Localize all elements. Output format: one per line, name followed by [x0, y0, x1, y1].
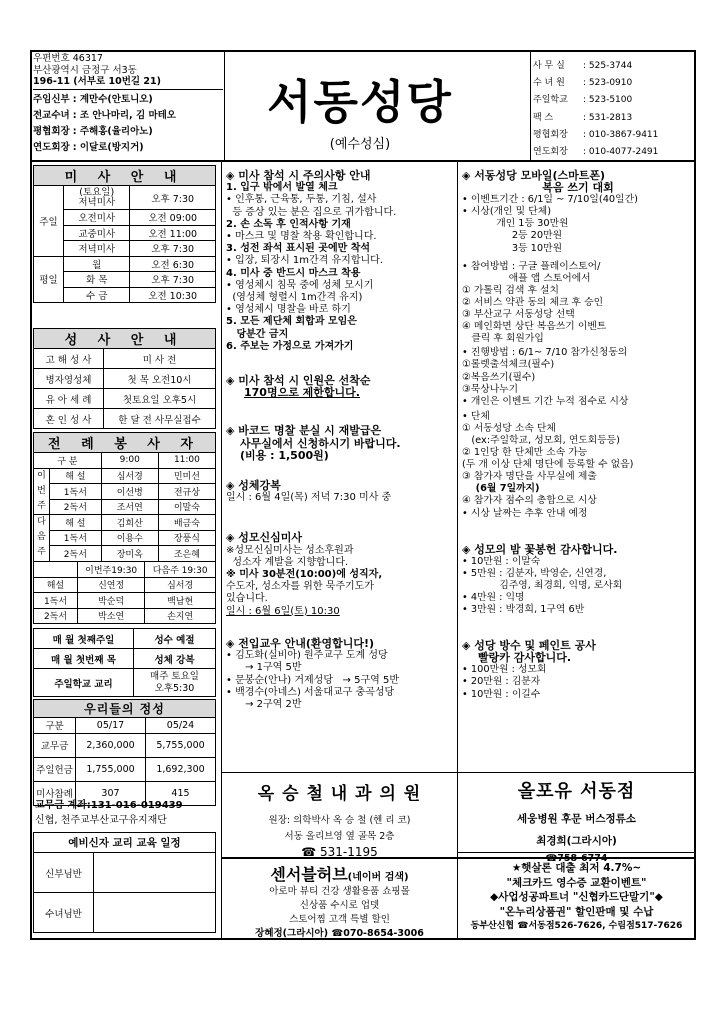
- finance-table: [33, 699, 216, 806]
- sacrament-value: 미 사 전: [104, 349, 216, 369]
- ad-line: 아로마 뷰티 건강 생활용품 쇼핑몰: [269, 886, 410, 897]
- sacrament-table: [33, 328, 216, 429]
- notice-line: (ex:주일학교, 성모회, 연도회등등): [462, 434, 620, 446]
- notice-line: ② 1인당 한 단체만 소속 가능: [462, 447, 588, 459]
- monthly-key: 매 월 첫번째 목: [34, 649, 134, 669]
- notice-line: 사무실에서 신청하시기 바랍니다.: [240, 436, 401, 450]
- education-class: 수녀님반: [34, 893, 94, 933]
- ad-allforyou: [457, 772, 696, 864]
- finance-value: 1,755,000: [76, 757, 146, 781]
- notice-line: (두 개 이상 단체 명단에 등록할 수 없음): [462, 459, 634, 471]
- notice-line: → 2구역 2반: [226, 698, 302, 710]
- server-name: 장미옥: [101, 546, 158, 562]
- ad-line: ◆사업성공파트너 "신협카드단말기"◆: [490, 891, 663, 903]
- ad-line: 최경희(그라시아): [536, 835, 617, 847]
- ad-line: ★햇살론 대출 최저 4.7%~: [511, 862, 642, 874]
- server-name: 민미선: [158, 468, 215, 484]
- notice-line: 6. 주보는 가정으로 가져가기: [226, 340, 354, 352]
- staff-value: : 계만수(안토니오): [72, 93, 153, 105]
- notice-line: 애플 앱 스토어에서: [462, 272, 591, 284]
- notice-title: ◈ 성모의 밤 꽃봉헌 감사합니다.: [462, 542, 618, 556]
- ad-line: 원장: 의학박사 옥 승 철 (헨 리 코): [268, 815, 411, 826]
- role: 2독서: [50, 546, 102, 562]
- staff-value: : 조 안나마리, 김 마테오: [72, 109, 176, 121]
- notice-line: ※ 미사 30분전(10:00)에 성직자,: [226, 569, 383, 581]
- servers-head: 11:00: [158, 453, 215, 469]
- role: 2독서: [50, 499, 102, 515]
- ad-line: ☎ 531-1195: [301, 845, 378, 859]
- monthly-value: 성체 강복: [134, 649, 216, 669]
- address-line-1: 부산광역시 금정구 서3동: [33, 64, 137, 76]
- notice-line: • 5만원 : 김분자, 박영순, 신연경,: [462, 567, 607, 579]
- page-subtitle: (예수성심): [329, 137, 391, 152]
- contact-label: 사 무 실: [533, 61, 565, 71]
- sacrament-value: 첫 목 오전10시: [104, 369, 216, 389]
- notice-subtitle: 빨랑카 감사합니다.: [478, 651, 572, 665]
- server-name: 김희산: [101, 515, 158, 531]
- ad-note: (네이버 검색): [347, 872, 409, 883]
- header-info: [33, 53, 223, 158]
- address-line-2: 196-11 (서부로 10번길 21): [33, 76, 161, 87]
- ad-line: 세웅병원 후문 버스정류소: [517, 813, 636, 825]
- notice-line: • 영성체시 침묵 중에 성체 모시기: [226, 279, 374, 291]
- staff-value: : 주해홍(율리아노): [72, 125, 153, 137]
- monthly-table: [33, 628, 216, 697]
- finance-title: 우리들의 정성: [34, 700, 216, 718]
- notice-line: ③ 참가자 명단을 사무실에 제출: [462, 471, 597, 483]
- contact-value: : 525-3744: [583, 61, 633, 71]
- server-name: 이선병: [101, 484, 158, 500]
- mass-name: 저녁미사: [64, 241, 130, 257]
- server-name: 조서연: [101, 499, 158, 515]
- server-name: 배금숙: [158, 515, 215, 531]
- notice-line: ②복음쓰기(필수): [462, 371, 536, 383]
- contact-list: [533, 58, 698, 161]
- notice-line: (6월 7일까지): [462, 483, 540, 495]
- monthly-key: 주일학교 교리: [34, 669, 134, 697]
- contact-label: 연도회장: [533, 147, 568, 158]
- notice-title: ◈ 성체강복: [226, 479, 281, 493]
- mass-name: 오전미사: [64, 210, 130, 226]
- server-name: 박순덕: [78, 593, 145, 609]
- sacrament-name: 혼 인 성 사: [34, 409, 104, 429]
- contact-label: 주일학교: [533, 95, 568, 106]
- notice-title: ◈ 성모신심미사: [226, 531, 303, 545]
- sacrament-name: 병자영성체: [34, 369, 104, 389]
- contact-value: : 531-2813: [583, 112, 633, 123]
- education-class: 신부님반: [34, 853, 94, 893]
- server-name: 박소연: [78, 608, 145, 624]
- finance-value: 5,755,000: [146, 733, 216, 757]
- staff-value: : 이달로(방지거): [72, 141, 144, 153]
- role: 해 설: [50, 468, 102, 484]
- notice-line: • 개인은 이벤트 기간 누적 점수로 시상: [462, 395, 629, 407]
- role: 해설: [34, 577, 78, 593]
- role: 해 설: [50, 515, 102, 531]
- notice-line: 5. 모든 제단체 회합과 모임은: [226, 316, 357, 328]
- notice-line: 일시 : 6월 4일(목) 저녁 7:30 미사 중: [226, 492, 392, 504]
- this-week-label: 이 번 주: [34, 468, 50, 515]
- finance-label: 교무금: [34, 733, 76, 757]
- notice-line: ② 서비스 약관 동의 체크 후 승인: [462, 296, 604, 308]
- next-week-label: 다 음 주: [34, 515, 50, 562]
- mass-time: 오전 10:30: [130, 287, 216, 303]
- staff-label: 연도회장: [33, 141, 70, 153]
- staff-label: 주임신부: [33, 93, 70, 105]
- ad-title: 옥 승 철 내 과 의 원: [257, 784, 422, 804]
- contact-label: 평협회장: [533, 129, 568, 140]
- finance-head: 05/24: [146, 718, 216, 734]
- sacrament-title: 성 사 안 내: [34, 329, 216, 349]
- sacrament-name: 고 해 성 사: [34, 349, 104, 369]
- notice-line: • 인후통, 근육통, 두통, 기침, 설사: [226, 194, 377, 206]
- notice-line: 수도자, 성소자를 위한 묵주기도가: [226, 581, 374, 593]
- servers-head: 구 분: [34, 453, 102, 469]
- education-table: [33, 832, 216, 933]
- monthly-key: 매 월 첫째주일: [34, 629, 134, 649]
- notice-line: 170명으로 제한합니다.: [244, 386, 360, 400]
- finance-head: 구분: [34, 718, 76, 734]
- mass-time: 오전 09:00: [130, 210, 216, 226]
- postal-code: 우편번호 46317: [33, 53, 103, 64]
- notice-line: • 단체: [462, 410, 490, 422]
- notice-line: 2등 20만원: [462, 230, 563, 242]
- mass-name: 교중미사: [64, 225, 130, 241]
- finance-value: 2,360,000: [76, 733, 146, 757]
- notice-line: • 김도화(실비아) 원주교구 도계 성당: [226, 650, 388, 662]
- finance-value: 415: [146, 781, 216, 805]
- servers-title: 전 례 봉 사 자: [34, 433, 216, 453]
- notice-line: • 시상(개인 및 단체): [462, 206, 552, 218]
- server-name: 전규상: [158, 484, 215, 500]
- notice-line: • 문봉순(안나) 거제성당 → 5구역 5반: [226, 674, 399, 686]
- notice-line: • 입장, 퇴장시 1m간격 유지합니다.: [226, 255, 383, 267]
- role: 1독서: [50, 484, 102, 500]
- contact-value: : 010-3867-9411: [583, 129, 659, 140]
- monthly-value: 매주 토요일 오후5:30: [134, 669, 216, 697]
- contact-label: 수 녀 원: [533, 78, 565, 89]
- notice-line: • 시상 날짜는 추후 안내 예정: [462, 507, 588, 519]
- notice-line: • 영성체시 명찰을 바로 하기: [226, 304, 351, 316]
- notice-line: • 10만원 : 이길수: [462, 688, 541, 700]
- sacrament-value: 한 달 전 사무실접수: [104, 409, 216, 429]
- notice-line: • 마스크 및 명찰 착용 확인합니다.: [226, 231, 377, 243]
- contact-value: : 523-5100: [583, 95, 633, 106]
- notice-line: • 이벤트기간 : 6/1일 ~ 7/10일(40일간): [462, 194, 638, 206]
- monthly-value: 성수 예절: [134, 629, 216, 649]
- role: 1독서: [34, 593, 78, 609]
- notice-title: ◈ 미사 참석 시 인원은 선착순: [226, 374, 371, 388]
- notice-line: 있습니다.: [226, 593, 268, 605]
- notice-line: ④ 메인화면 상단 복음쓰기 이벤트: [462, 321, 607, 333]
- notice-line: • 4만원 : 익명: [462, 592, 525, 603]
- account-number: 교무금 계좌:131-016-019439: [35, 800, 183, 811]
- server-name: 백남현: [145, 593, 216, 609]
- notice-title: ◈ 전입교우 안내(환영합니다!): [226, 636, 375, 650]
- notice-line: • 10만원 : 이말숙: [462, 555, 541, 567]
- mass-time: 오전 6:30: [130, 256, 216, 272]
- sunday-label: 주일: [34, 186, 64, 257]
- notice-line: ① 서동성당 소속 단체: [462, 422, 556, 434]
- sacrament-name: 유 아 세 례: [34, 389, 104, 409]
- notice-line: → 1구역 5반: [226, 662, 302, 674]
- evening-servers-table: [33, 561, 216, 624]
- notice-line: 2. 손 소독 후 인적사항 기재: [226, 218, 351, 230]
- server-name: 이말숙: [158, 499, 215, 515]
- staff-label: 전교수녀: [33, 109, 70, 121]
- server-name: 조은혜: [158, 546, 215, 562]
- contact-value: : 523-0910: [583, 78, 633, 89]
- role: 1독서: [50, 530, 102, 546]
- sacrament-value: 첫토요일 오후5시: [104, 389, 216, 409]
- header-divider-left: [224, 50, 225, 160]
- ad-clinic: [221, 772, 458, 858]
- server-name: 손지연: [145, 608, 216, 624]
- mass-time: 오전 11:00: [130, 225, 216, 241]
- notice-line: 개인 1등 30만원: [462, 218, 569, 230]
- notice-line: 김주영, 최경희, 익명, 로사회: [462, 579, 623, 591]
- server-name: 심서경: [145, 577, 216, 593]
- notice-line: ③ 부산교구 서동성당 선택: [462, 309, 575, 321]
- mass-time: 오후 7:30: [130, 272, 216, 288]
- notice-line: • 백경수(아네스) 서울대교구 충곡성당: [226, 686, 395, 698]
- ad-line: 동부산신협 ☎서동점526-7626, 수림점517-7626: [470, 921, 683, 931]
- notice-subtitle: 복음 쓰기 대회: [542, 181, 614, 195]
- right-column: [462, 168, 694, 701]
- page-title: 서동성당: [267, 75, 453, 129]
- notice-line: 1. 입구 밖에서 발열 체크: [226, 182, 338, 194]
- ad-title: 센서블허브: [270, 865, 348, 884]
- server-name: 이용수: [101, 530, 158, 546]
- account-info: [35, 798, 216, 828]
- role: 2독서: [34, 608, 78, 624]
- mass-time: 오후 7:30: [130, 186, 216, 210]
- notice-line: ①롤렛출석체크(필수): [462, 359, 555, 371]
- servers-head: 9:00: [101, 453, 158, 469]
- ad-line: ☎758-6774: [458, 852, 695, 864]
- mass-name: 수 금: [64, 287, 130, 303]
- notice-title: ◈ 바코드 명찰 분실 시 재발급은: [226, 424, 382, 438]
- ad-title: 올포유 서동점: [517, 781, 636, 802]
- notice-line: • 20만원 : 김분자: [462, 676, 541, 688]
- mass-time: 오후 7:30: [130, 241, 216, 257]
- servers-table: [33, 432, 216, 562]
- ad-herb: [221, 858, 458, 940]
- mass-table: [33, 165, 216, 303]
- evening-head: 다음주 19:30: [145, 562, 216, 578]
- ad-line: "온누리상품권" 할인판매 및 수납: [499, 905, 654, 918]
- notice-line: • 진행방법 : 6/1~ 7/10 참가신청동의: [462, 347, 628, 359]
- contact-label: 팩 스: [533, 112, 554, 123]
- staff-label: 평협회장: [33, 125, 70, 137]
- finance-value: 307: [76, 781, 146, 805]
- notice-title: ◈ 성당 방수 및 페인트 공사: [462, 639, 596, 653]
- ad-line: "체크카드 영수증 교환이벤트": [506, 876, 647, 889]
- weekday-label: 평일: [34, 256, 64, 303]
- notice-line: 일시 : 6월 6일(토) 10:30: [226, 605, 340, 617]
- mass-name: 화 목: [64, 272, 130, 288]
- notice-line: 성소자 계발을 지향합니다.: [226, 556, 349, 568]
- notice-line: 3등 10만원: [462, 242, 563, 254]
- notice-line: (영성체 형렬시 1m간격 유지): [226, 292, 363, 304]
- ad-line: 신상품 수시로 업뎃: [299, 900, 380, 911]
- header-bottom-rule: [30, 160, 696, 162]
- finance-value: 1,692,300: [146, 757, 216, 781]
- server-name: 심서경: [101, 468, 158, 484]
- ad-credit-union: [457, 858, 696, 940]
- notice-line: • 3만원 : 박경희, 1구역 6반: [462, 604, 585, 616]
- notice-title: ◈ 서동성당 모바일(스마트폰): [462, 169, 606, 182]
- server-name: 신연정: [78, 577, 145, 593]
- mass-name: (토요일) 저녁미사: [64, 186, 130, 210]
- education-title: 예비신자 교리 교육 일정: [34, 833, 216, 853]
- ad-line: 서동 올리브영 옆 골목 2층: [284, 831, 395, 842]
- bank-name: 신협, 천주교부산교구유지재단: [35, 815, 167, 826]
- evening-head: 이번주19:30: [78, 562, 145, 578]
- mass-name: 월: [64, 256, 130, 272]
- notice-line: ① 가톨릭 검색 후 설치: [462, 284, 559, 296]
- notice-line: • 100만원 : 성모회: [462, 664, 547, 676]
- notice-line: 클릭 후 회원가입: [462, 333, 544, 345]
- notice-line: ③묵상나누기: [462, 383, 519, 395]
- mass-title: 미 사 안 내: [34, 166, 216, 186]
- middle-column: [226, 168, 454, 711]
- ad-line: 스토어찜 고객 특별 할인: [289, 914, 390, 925]
- ad-line: 장혜정(그라시아) ☎070-8654-3006: [255, 928, 424, 939]
- server-name: 장풍식: [158, 530, 215, 546]
- contact-value: : 010-4077-2491: [583, 147, 659, 158]
- notice-line: ※성모신심미사는 성소후원과: [226, 544, 354, 556]
- notice-line: 당분간 금지: [226, 328, 289, 340]
- notice-line: 3. 성전 좌석 표시된 곳에만 착석: [226, 243, 371, 255]
- notice-line: ④ 참가자 점수의 총합으로 시상: [462, 495, 597, 507]
- finance-label: 미사참례: [34, 781, 76, 805]
- header-divider: [33, 89, 223, 90]
- notice-line: 4. 미사 중 반드시 마스크 착용: [226, 267, 361, 279]
- notice-line: • 참여방법 : 구글 플레이스토어/: [462, 260, 601, 272]
- finance-head: 05/17: [76, 718, 146, 734]
- finance-label: 주일헌금: [34, 757, 76, 781]
- notice-line: 등 증상 있는 분은 집으로 귀가합니다.: [226, 206, 397, 218]
- notice-title: ◈ 미사 참석 시 주의사항 안내: [226, 169, 371, 182]
- header-divider-right: [530, 50, 531, 160]
- notice-line: (비용 : 1,500원): [240, 448, 329, 462]
